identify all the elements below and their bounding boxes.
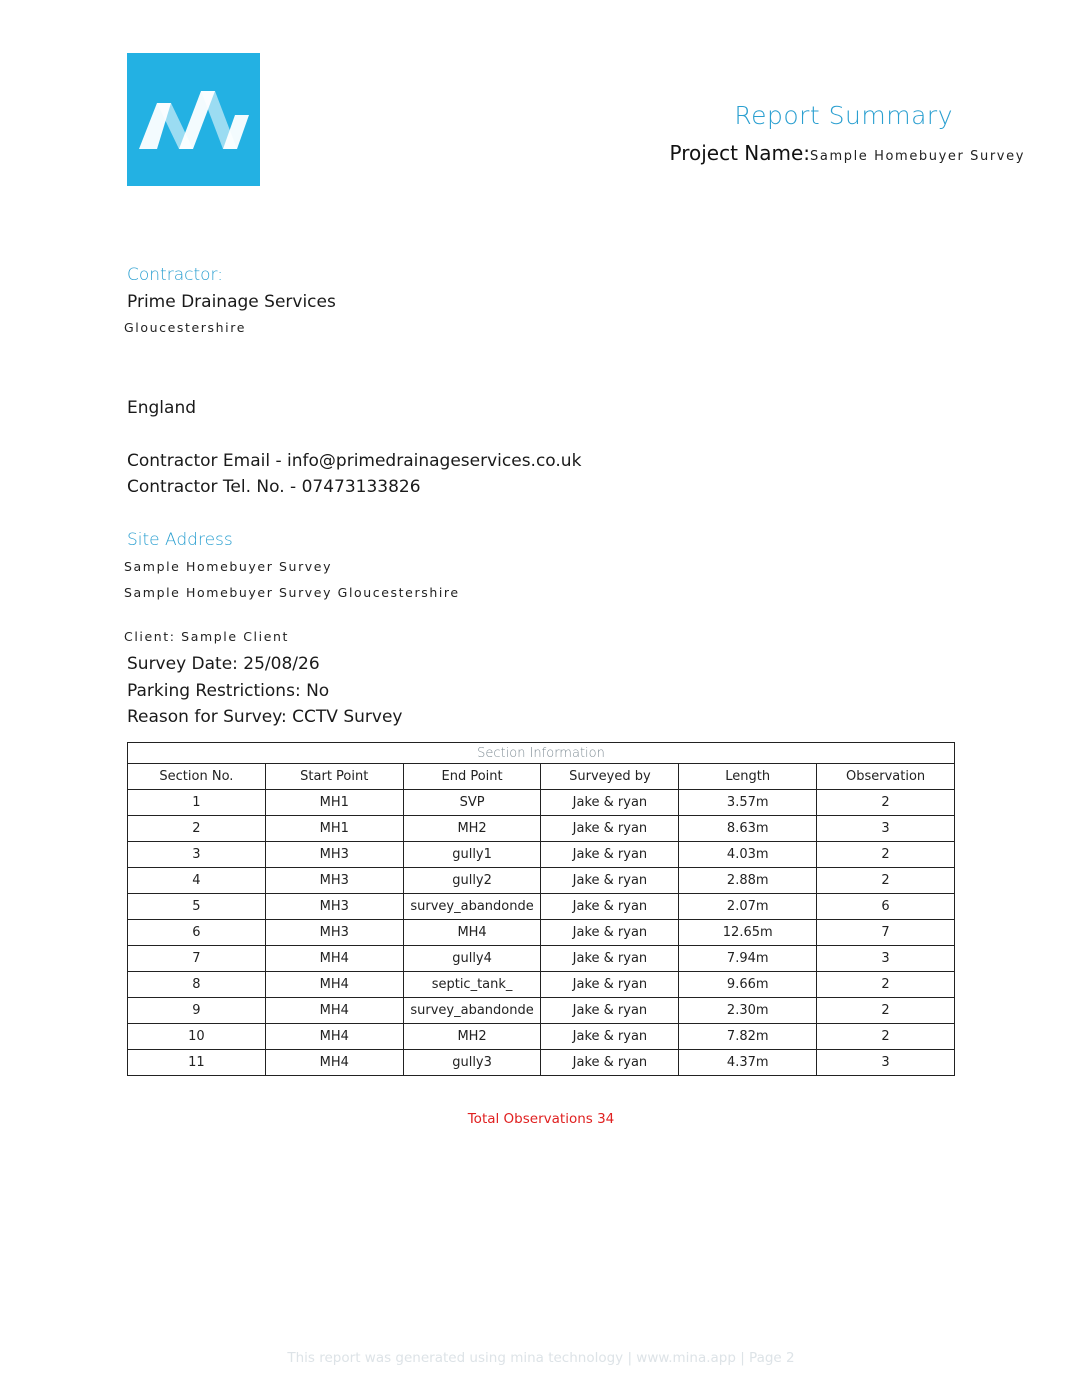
table-cell: MH3	[265, 868, 403, 894]
table-row	[128, 868, 955, 894]
table-row	[128, 1050, 955, 1076]
table-row	[128, 998, 955, 1024]
table-cell: Jake & ryan	[541, 972, 679, 998]
table-row	[128, 816, 955, 842]
site-address-line-2: Sample Homebuyer Survey Gloucestershire	[124, 585, 460, 600]
table-cell: MH4	[265, 972, 403, 998]
table-cell: survey_abandonde	[403, 894, 541, 920]
table-cell: 2.88m	[679, 868, 817, 894]
table-cell: MH2	[403, 1024, 541, 1050]
table-row	[128, 1024, 955, 1050]
table-cell: gully3	[403, 1050, 541, 1076]
table-cell: Jake & ryan	[541, 998, 679, 1024]
column-header: Start Point	[265, 764, 403, 790]
table-cell: 2.07m	[679, 894, 817, 920]
contractor-email: Contractor Email - info@primedrainageservices.co.uk	[127, 451, 582, 471]
table-cell: Jake & ryan	[541, 816, 679, 842]
table-cell: Jake & ryan	[541, 1024, 679, 1050]
table-cell: MH4	[403, 920, 541, 946]
table-row	[128, 842, 955, 868]
table-cell: MH3	[265, 920, 403, 946]
table-cell: 2	[817, 998, 955, 1024]
site-address-heading: Site Address	[127, 530, 233, 550]
table-cell: MH3	[265, 842, 403, 868]
table-cell: SVP	[403, 790, 541, 816]
table-row	[128, 972, 955, 998]
table-cell: 3	[817, 946, 955, 972]
table-cell: Jake & ryan	[541, 1050, 679, 1076]
column-header: Surveyed by	[541, 764, 679, 790]
table-cell: 9	[128, 998, 266, 1024]
table-cell: MH4	[265, 1050, 403, 1076]
table-cell: 2	[128, 816, 266, 842]
table-cell: 6	[817, 894, 955, 920]
table-cell: Jake & ryan	[541, 868, 679, 894]
table-cell: 2	[817, 1024, 955, 1050]
table-cell: 10	[128, 1024, 266, 1050]
table-cell: 3.57m	[679, 790, 817, 816]
table-cell: 8	[128, 972, 266, 998]
table-cell: Jake & ryan	[541, 842, 679, 868]
survey-date: Survey Date: 25/08/26	[127, 654, 320, 674]
table-cell: Jake & ryan	[541, 920, 679, 946]
table-cell: gully2	[403, 868, 541, 894]
table-cell: 2	[817, 868, 955, 894]
table-cell: 3	[817, 816, 955, 842]
column-header: Section No.	[128, 764, 266, 790]
column-header: End Point	[403, 764, 541, 790]
table-cell: 6	[128, 920, 266, 946]
contractor-country: England	[127, 398, 197, 418]
table-row	[128, 790, 955, 816]
table-cell: 2	[817, 790, 955, 816]
table-cell: 2.30m	[679, 998, 817, 1024]
table-cell: 7	[128, 946, 266, 972]
table-cell: 8.63m	[679, 816, 817, 842]
project-name-value: Sample Homebuyer Survey	[810, 149, 1025, 164]
table-cell: 7	[817, 920, 955, 946]
total-observations: Total Observations 34	[467, 1111, 615, 1127]
table-cell: 3	[128, 842, 266, 868]
company-logo	[127, 53, 260, 186]
table-cell: Jake & ryan	[541, 790, 679, 816]
contractor-county: Gloucestershire	[124, 320, 246, 335]
table-cell: MH4	[265, 946, 403, 972]
project-name-label: Project Name:	[669, 141, 811, 165]
table-cell: 7.94m	[679, 946, 817, 972]
table-cell: Jake & ryan	[541, 946, 679, 972]
table-cell: MH1	[265, 790, 403, 816]
table-cell: 11	[128, 1050, 266, 1076]
section-information-table	[127, 742, 955, 1076]
table-header-row	[128, 764, 955, 790]
site-address-line-1: Sample Homebuyer Survey	[124, 559, 333, 574]
table-row	[128, 920, 955, 946]
table-cell: 2	[817, 972, 955, 998]
mina-logo-icon	[127, 53, 260, 186]
table-cell: MH1	[265, 816, 403, 842]
table-cell: MH3	[265, 894, 403, 920]
table-cell: 9.66m	[679, 972, 817, 998]
contractor-telephone: Contractor Tel. No. - 07473133826	[127, 477, 421, 497]
table-body	[128, 790, 955, 1076]
table-cell: 4.37m	[679, 1050, 817, 1076]
table-cell: 3	[817, 1050, 955, 1076]
table-cell: 7.82m	[679, 1024, 817, 1050]
table-cell: 4.03m	[679, 842, 817, 868]
report-title: Report Summary	[734, 101, 953, 130]
table-cell: MH2	[403, 816, 541, 842]
column-header: Observation	[817, 764, 955, 790]
table-row	[128, 894, 955, 920]
table-cell: gully1	[403, 842, 541, 868]
table-cell: survey_abandonde	[403, 998, 541, 1024]
table-title: Section Information	[128, 743, 955, 764]
contractor-heading: Contractor:	[127, 265, 223, 285]
parking-restrictions: Parking Restrictions: No	[127, 681, 330, 701]
table-cell: MH4	[265, 998, 403, 1024]
reason-for-survey: Reason for Survey: CCTV Survey	[127, 707, 403, 727]
table-cell: 1	[128, 790, 266, 816]
table-row	[128, 946, 955, 972]
table-cell: Jake & ryan	[541, 894, 679, 920]
table-cell: 12.65m	[679, 920, 817, 946]
table-cell: 5	[128, 894, 266, 920]
table-cell: MH4	[265, 1024, 403, 1050]
table-cell: 2	[817, 842, 955, 868]
footer-text: This report was generated using mina technology | www.mina.app | Page 2	[287, 1350, 795, 1366]
contractor-name: Prime Drainage Services	[127, 292, 336, 312]
column-header: Length	[679, 764, 817, 790]
client-line: Client: Sample Client	[124, 629, 290, 644]
table-cell: 4	[128, 868, 266, 894]
table-cell: gully4	[403, 946, 541, 972]
table-cell: septic_tank_	[403, 972, 541, 998]
project-name-line	[670, 141, 1025, 165]
